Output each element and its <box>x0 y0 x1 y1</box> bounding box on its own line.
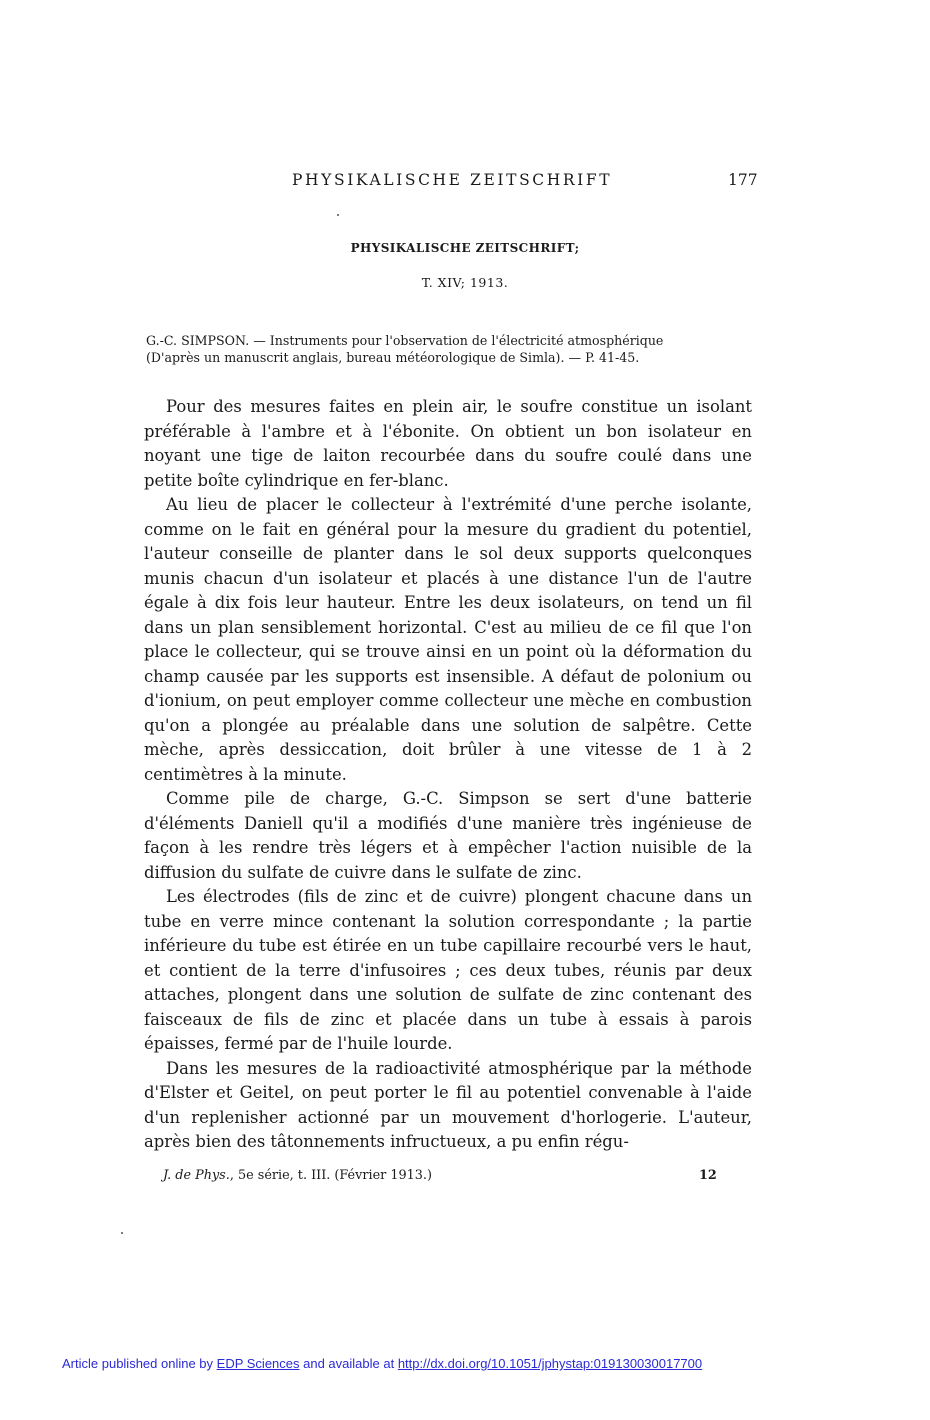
paragraph: Pour des mesures faites en plein air, le soufre constitue un isolant préférable à l'ambre et à l'ébonite. On obtient un bon isolateur en noyant une tige de laiton recourbée dans du soufre coulé dans une petite boîte cylindrique en fer-blanc. <box>144 397 752 490</box>
footer-details: , 5e série, t. III. (Février 1913.) <box>229 1168 432 1183</box>
footer-citation <box>163 1168 432 1183</box>
speck-mark <box>337 214 339 216</box>
paragraph: Au lieu de placer le collecteur à l'extrémité d'une perche isolante, comme on le fait en général pour la mesure du gradient du potentiel, l'auteur conseille de planter dans le sol deux supports quelconques munis chacun d'un isolateur et placés à une distance l'un de l'autre égale à dix fois leur hauteur. Entre les deux isolateurs, on tend un fil dans un plan sensiblement horizontal. C'est au milieu de ce fil que l'on place le collecteur, qui se trouve ainsi en un point où la déformation du champ causée par les supports est insensible. A défaut de polonium ou d'ionium, on peut employer comme collecteur une mèche en combustion qu'on a plongée au préalable dans une solution de salpêtre. Cette mèche, après dessiccation, doit brûler à une vitesse de 1 à 2 centimètres à la minute. <box>144 495 752 784</box>
signature-number: 12 <box>699 1168 717 1183</box>
reference-line-2: (D'après un manuscrit anglais, bureau météorologique de Simla). — P. 41-45. <box>146 350 640 365</box>
footer-journal: J. de Phys. <box>163 1168 230 1183</box>
page-number: 177 <box>728 171 758 189</box>
running-title: PHYSIKALISCHE ZEITSCHRIFT <box>292 171 613 189</box>
banner-prefix: Article published online by <box>62 1356 217 1371</box>
doi-link[interactable]: http://dx.doi.org/10.1051/jphystap:019130030017700 <box>397 1356 703 1371</box>
banner-middle: and available at <box>299 1356 398 1371</box>
publisher-link[interactable]: EDP Sciences <box>216 1356 300 1371</box>
journal-title: PHYSIKALISCHE ZEITSCHRIFT; <box>350 241 580 255</box>
paragraph: Comme pile de charge, G.-C. Simpson se sert d'une batterie d'éléments Daniell qu'il a modifiés d'une manière très ingénieuse de façon à les rendre très légers et à empêcher l'action nuisible de la diffusion du sulfate de cuivre dans le sulfate de zinc. <box>144 789 752 882</box>
paragraph: Les électrodes (fils de zinc et de cuivre) plongent chacune dans un tube en verre mince contenant la solution correspondante ; la partie inférieure du tube est étirée en un tube capillaire recourbé vers le haut, et contient de la terre d'infusoires ; ces deux tubes, réunis par deux attaches, plongent dans une solution de sulfate de zinc contenant des faisceaux de fils de zinc et placée dans un tube à essais à parois épaisses, fermé par de l'huile lourde. <box>144 887 752 1053</box>
volume-line: T. XIV; 1913. <box>421 275 509 290</box>
paragraph: Dans les mesures de la radioactivité atmosphérique par la méthode d'Elster et Geitel, on peut porter le fil au potentiel convenable à l'aide d'un replenisher actionné par un mouvement d'horlogerie. L'auteur, après bien des tâtonnements infructueux, a pu enfin régu- <box>144 1058 752 1151</box>
article-body <box>144 395 752 1155</box>
publisher-banner <box>62 1356 702 1371</box>
speck-mark <box>121 1232 123 1234</box>
reference-line-1: G.-C. SIMPSON. — Instruments pour l'observation de l'électricité atmosphérique <box>146 333 664 348</box>
